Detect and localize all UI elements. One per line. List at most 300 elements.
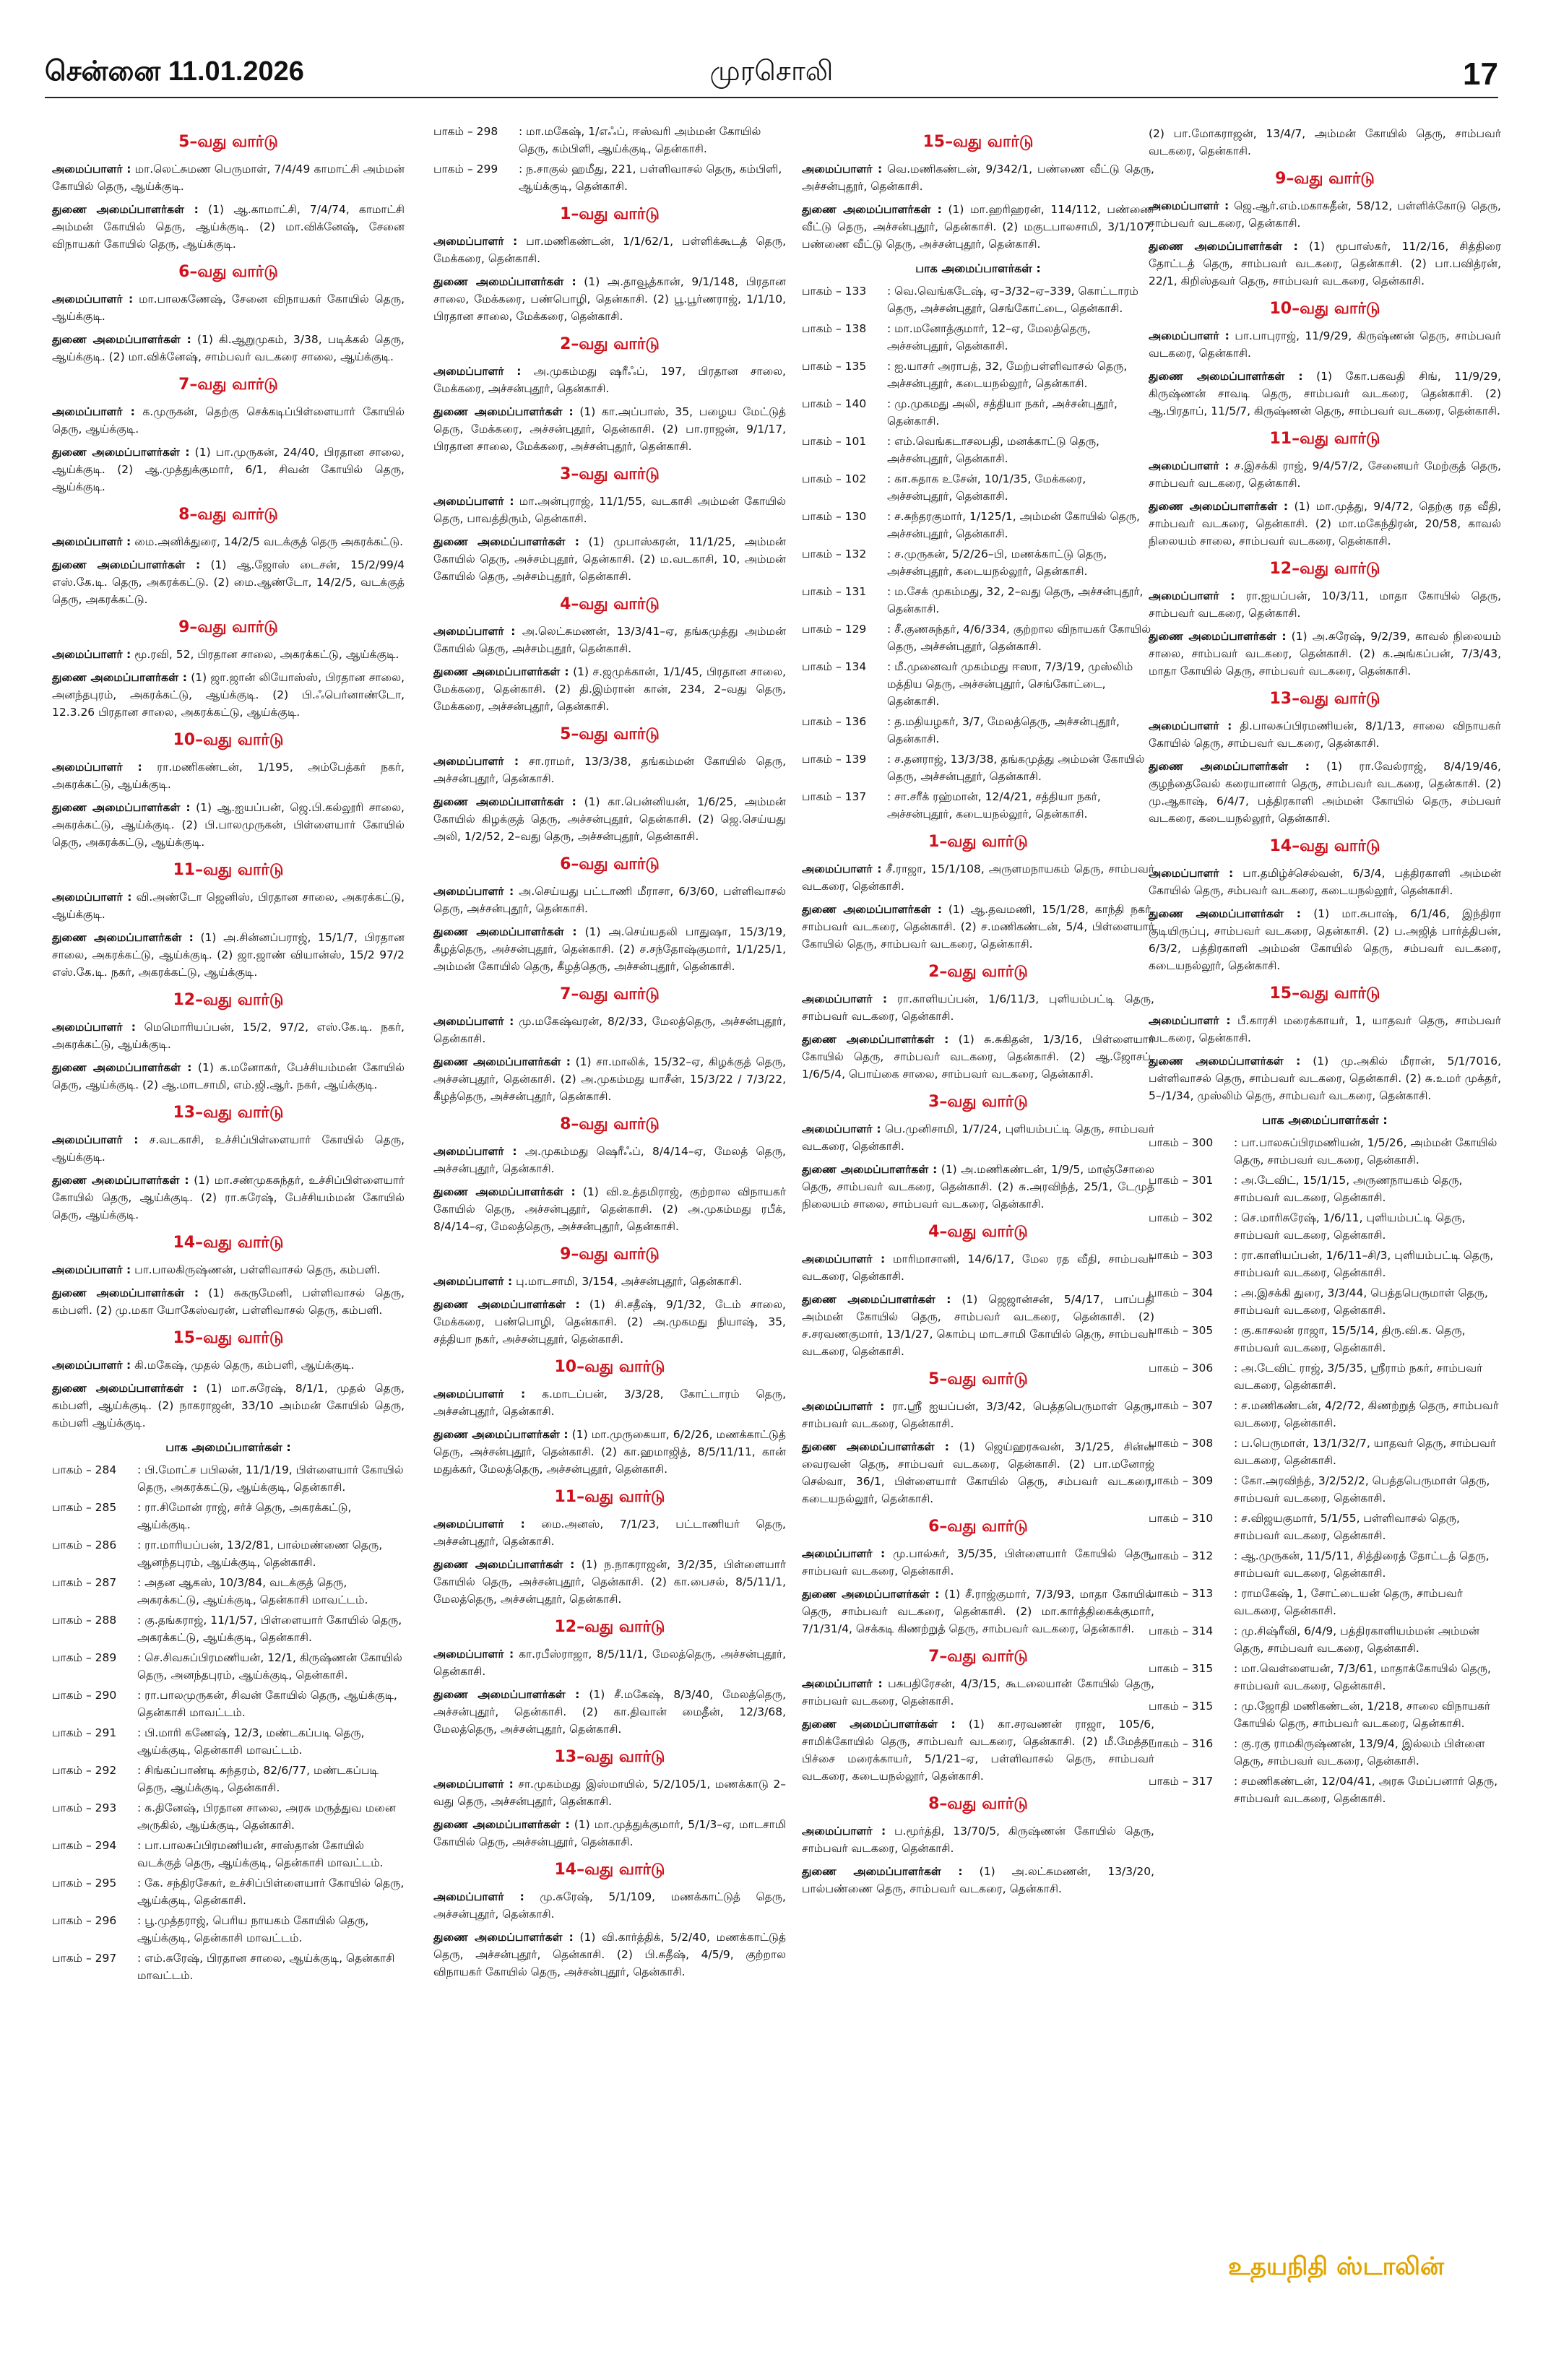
organizer-details: சீ.ராஜா, 15/1/108, அருளமநாயகம் தெரு, சாம்பவர் வடகரை, தென்காசி. — [802, 862, 1154, 893]
booth-details: : செ.மாரிசுரேஷ், 1/6/11, புளியம்பட்டி தெரு, சாம்பவர் வடகரை, தென்காசி. — [1234, 1211, 1466, 1242]
organizer-details: (1) அ.சின்னப்பராஜ், 15/1/7, பிரதான சாலை, அகரக்கட்டு, ஆய்க்குடி. (2) ஜா.ஜாண் வியான்ஸ், 15/2 97/2 எஸ்.கே.டி. நகர், அகரக்கட்டு, ஆய்க்குடி. — [52, 931, 405, 979]
organizer-details: அ.லெட்சுமணன், 13/3/41–ஏ, தங்கமுத்து அம்மன் கோயில் தெரு, அச்சம்புதூர், தென்காசி. — [433, 625, 786, 655]
role-label: அமைப்பாளர் : — [433, 1275, 513, 1288]
booth-number: பாகம் – 139 — [802, 753, 867, 766]
ward-heading: 6–வது வார்டு — [560, 855, 660, 873]
organizer-entry — [52, 533, 405, 550]
booth-entry — [802, 433, 1154, 467]
organizer-entry — [802, 860, 1154, 895]
booth-entry — [802, 713, 1154, 748]
organizer-details: (1) அ.செய்யதலி பாதுஷா, 15/3/19, கீழத்தெரு, அச்சன்புதூர், தென்காசி. (2) ச.சந்தோஷ்குமார், 1/1/25/1, அம்மன் கோயில் தெரு, கீழத்தெரு, அச்சன்புதூர், தென்காசி. — [433, 925, 786, 973]
booth-entry — [52, 1536, 405, 1571]
booth-entry — [433, 123, 786, 157]
booth-entry — [1149, 1134, 1501, 1169]
booth-entry — [1149, 1660, 1501, 1695]
organizer-entry — [52, 403, 405, 438]
booth-entry — [1149, 1547, 1501, 1582]
role-label: அமைப்பாளர் : — [433, 495, 514, 508]
ward-heading: 1–வது வார்டு — [928, 833, 1028, 851]
organizer-details: சா.ராமர், 13/3/38, தங்கம்மன் கோயில் தெரு, அச்சன்புதூர், தென்காசி. — [433, 755, 786, 785]
ward-heading: 9–வது வார்டு — [560, 1245, 660, 1263]
ward-heading: 4–வது வார்டு — [928, 1223, 1028, 1241]
booth-details: : ச.விஜயகுமார், 5/1/55, பள்ளிவாசல் தெரு, சாம்பவர் வடகரை, தென்காசி. — [1234, 1512, 1460, 1542]
ward-heading: 8–வது வார்டு — [178, 506, 278, 524]
booth-entry — [1149, 1209, 1501, 1244]
column-2 — [433, 123, 786, 1986]
role-label: துணை அமைப்பாளர்கள் : — [433, 925, 577, 938]
role-label: அமைப்பாளர் : — [1149, 867, 1234, 880]
organizer-details: (1) மா.சுரேஷ், 8/1/1, முதல் தெரு, கம்பளி, ஆய்க்குடி. (2) நாகராஜன், 33/10 அம்மன் கோயில் தெரு, கம்பளி ஆய்க்குடி. — [52, 1382, 405, 1429]
organizer-details: (1) அ.சுரேஷ், 9/2/39, காவல் நிலையம் சாலை, சாம்பவர் வடகரை, தென்காசி. (2) க.அங்கப்பன், 7/3/43, மாதா கோயில் தெரு, சாம்பவர் வடகரை, தென்காசி. — [1149, 630, 1501, 678]
booth-entry — [52, 1687, 405, 1721]
organizer-entry — [802, 1863, 1154, 1897]
booth-number: பாகம் – 306 — [1149, 1362, 1214, 1375]
organizer-details: க.முருகன், தெற்கு செக்கடிப்பிள்ளையார் கோயில் தெரு, ஆய்க்குடி. — [52, 405, 405, 436]
role-label: அமைப்பாளர் : — [52, 1021, 136, 1034]
booth-entry — [1149, 1397, 1501, 1432]
organizer-details: (1) ஜெய்ஹரசுவன், 3/1/25, சின்ன வைரவன் தெரு, சாம்பவர் வடகரை, தென்காசி. (2) பா.மனோஜ் செல்வா, 36/1, பிள்ளையார் கோயில் தெரு, சம்பவர் வடகரை, கடையநல்லூர், தென்காசி. — [802, 1440, 1154, 1505]
header-rule — [45, 97, 1498, 98]
organizer-details: அ.செய்யது பட்டாணி மீராசா, 6/3/60, பள்ளிவாசல் தெரு, அச்சன்புதூர், தென்காசி. — [433, 885, 786, 915]
booth-entry — [52, 1499, 405, 1533]
booth-number: பாகம் – 134 — [802, 660, 867, 673]
booth-details: : ஆ.முருகன், 11/5/11, சித்திரைத் தோட்டத் தெரு, சாம்பவர் வடகரை, தென்காசி. — [1234, 1549, 1490, 1580]
role-label: அமைப்பாளர் : — [433, 1015, 514, 1028]
organizer-details: (1) ஆ.ஜோஸ் டைசன், 15/2/99/4 எஸ்.கே.டி. தெரு, அகரக்கட்டு. (2) மை.ஆண்டோ, 14/2/5, வடக்குத் தெரு, அகரக்கட்டு. — [52, 558, 405, 606]
role-label: துணை அமைப்பாளர்கள் : — [52, 801, 191, 814]
role-label: துணை அமைப்பாளர்கள் : — [433, 1931, 574, 1944]
booth-entry — [802, 320, 1154, 355]
booth-entry — [52, 1874, 405, 1909]
organizer-details: வெ.மணிகண்டன், 9/342/1, பண்ணை வீட்டு தெரு, அச்சன்புதூர், தென்காசி. — [802, 163, 1154, 193]
organizer-details: (1) ரா.வேல்ராஜ், 8/4/19/46, குழந்தைவேல் கரையானார் தெரு, சாம்பவர் வடகரை, தென்காசி. (2) மு.ஆகாஷ், 6/4/7, பத்திரகாளி அம்மன் கோயில் தெரு, சம்பவர் வடகரை, கடையநல்லூர், தென்காசி. — [1149, 760, 1501, 825]
booth-entry — [802, 620, 1154, 655]
booth-details: : மு.சிஷ்ரீவி, 6/4/9, பத்திரகாளியம்மன் அம்மன் தெரு, சாம்பவர் வடகரை, தென்காசி. — [1234, 1624, 1480, 1655]
organizer-details: (1) கோ.பகவதி சிங், 11/9/29, கிருஷ்ணன் சாவடி தெரு, சாம்பவர் வடகரை, தென்காசி. (2) ஆ.பிரதாப், 11/5/7, கிருஷ்ணன் தெரு, சாம்பவர் வடகரை, தென்காசி. — [1149, 370, 1501, 417]
booth-details: : ரா.பாலமுருகன், சிவன் கோயில் தெரு, ஆய்க்குடி, தென்காசி மாவட்டம். — [137, 1689, 397, 1719]
role-label: துணை அமைப்பாளர்கள் : — [52, 1382, 198, 1395]
booth-number: பாகம் – 314 — [1149, 1624, 1214, 1637]
booth-details: : மா.வெள்ளையன், 7/3/61, மாதாக்கோயில் தெரு, சாம்பவர் வடகரை, தென்காசி. — [1234, 1662, 1491, 1692]
organizer-details: (1) ஆ.தவமணி, 15/1/28, காந்தி நகர், சாம்பவர் வடகரை, தென்காசி. (2) ச.மணிகண்டன், 5/4, பிள்ளையார் கோயில் தெரு, சாம்பவர் வடகரை, தென்காசி. — [802, 903, 1155, 951]
organizer-entry — [433, 403, 786, 455]
booth-entry — [52, 1762, 405, 1796]
organizer-entry — [52, 758, 405, 793]
organizer-entry — [52, 290, 405, 325]
booth-entry — [1149, 1322, 1501, 1356]
booth-details: : கோ.அரவிந்த், 3/2/52/2, பெத்தபெருமாள் தெரு, சாம்பவர் வடகரை, தென்காசி. — [1234, 1474, 1490, 1505]
role-label: துணை அமைப்பாளர்கள் : — [433, 1185, 576, 1198]
booth-details: : கு.தங்கராஜ், 11/1/57, பிள்ளையார் கோயில் தெரு, அகரக்கட்டு, ஆய்க்குடி, தென்காசி. — [137, 1614, 402, 1644]
organizer-entry — [1149, 717, 1501, 752]
organizer-entry — [433, 1816, 786, 1851]
organizer-details: (1) மா.முத்துக்குமார், 5/1/3–ஏ, மாடசாமி கோயில் தெரு, அச்சன்புதூர், தென்காசி. — [433, 1818, 787, 1848]
role-label: துணை அமைப்பாளர்கள் : — [52, 446, 190, 459]
organizer-entry — [52, 888, 405, 923]
booth-organizers-title: பாக அமைப்பாளர்கள் : — [165, 1440, 291, 1454]
organizer-details: ரா.ஐயப்பன், 10/3/11, மாதா கோயில் தெரு, சாம்பவர் வடகரை, தென்காசி. — [1149, 589, 1501, 620]
organizer-details: பெ.முனிசாமி, 1/7/24, புளியம்பட்டி தெரு, சாம்பவர் வடகரை, தென்காசி. — [802, 1122, 1154, 1153]
role-label: அமைப்பாளர் : — [52, 293, 134, 306]
organizer-entry — [433, 1686, 786, 1738]
organizer-entry — [52, 1131, 405, 1166]
booth-entry — [1149, 1622, 1501, 1657]
booth-details: : பா.பாலசுப்பிரமணியன், சாஸ்தான் கோயில் வடக்குத் தெரு, ஆய்க்குடி, தென்காசி மாவட்டம். — [137, 1839, 384, 1869]
ward-heading: 4–வது வார்டு — [560, 595, 660, 613]
organizer-details: (1) வி.கார்த்திக், 5/2/40, மணக்காட்டுத் தெரு, அச்சன்புதூர், தென்காசி. (2) பி.சுதீஷ், 4/5/9, குற்றால விநாயகர் கோயில் தெரு, அச்சன்புதூர், தென்காசி. — [433, 1931, 786, 1978]
organizer-entry — [52, 201, 405, 253]
role-label: துணை அமைப்பாளர்கள் : — [433, 405, 574, 418]
role-label: அமைப்பாளர் : — [52, 891, 132, 904]
ward-heading: 12–வது வார்டு — [173, 991, 284, 1009]
organizer-details: மை.அனிக்துரை, 14/2/5 வடக்குத் தெரு அகரக்கட்டு. — [134, 535, 404, 548]
role-label: அமைப்பாளர் : — [433, 1145, 517, 1158]
organizer-entry — [433, 1013, 786, 1047]
ward-heading: 6–வது வார்டு — [928, 1518, 1028, 1536]
role-label: துணை அமைப்பாளர்கள் : — [802, 1293, 951, 1306]
organizer-details: (1) கா.அப்பாஸ், 35, பழைய மேட்டுத் தெரு, மேக்கரை, அச்சன்புதூர், தென்காசி. (2) பா.ராஜன், 9/1/17, பிரதான சாலை, மேக்கரை, அச்சன்புதூர், தென்காசி. — [433, 405, 787, 453]
column-3 — [802, 123, 1154, 1903]
organizer-details: கா.ரபீஸ்ராஜா, 8/5/11/1, மேலத்தெரு, அச்சன்புதூர், தென்காசி. — [433, 1648, 786, 1678]
organizer-details: (1) மா.சண்முகசுந்தர், உச்சிப்பிள்ளையார் கோயில் தெரு, ஆய்க்குடி. (2) ரா.சுரேஷ், பேச்சியம்மன் கோயில் தெரு, ஆய்க்குடி. — [52, 1174, 405, 1221]
booth-number: பாகம் – 294 — [52, 1839, 117, 1852]
role-label: துணை அமைப்பாளர்கள் : — [52, 1061, 192, 1074]
booth-entry — [1149, 1172, 1501, 1206]
booth-details: : எம்.சுரேஷ், பிரதான சாலை, ஆய்க்குடி, தென்காசி மாவட்டம். — [137, 1952, 395, 1982]
booth-number: பாகம் – 301 — [1149, 1174, 1214, 1187]
organizer-entry — [52, 1172, 405, 1224]
organizer-details: (1) வி.உத்தமிராஜ், குற்றால விநாயகர் கோயில் தெரு, அச்சன்புதூர், தென்காசி. (2) அ.முகம்மது ரபீக், 8/4/14–ஏ, மேலத்தெரு, அச்சன்புதூர், தென்காசி. — [433, 1185, 786, 1233]
ward-heading: 14–வது வார்டு — [173, 1234, 284, 1252]
organizer-details: பா.தமிழ்ச்செல்வன், 6/3/4, பத்திரகாளி அம்மன் கோயில் தெரு, சம்பவர் வடகரை, கடையநல்லூர், தென்காசி. — [1149, 867, 1501, 897]
booth-number: பாகம் – 309 — [1149, 1474, 1214, 1487]
organizer-details: (1) ஆ.ஐயப்பன், ஜெ.பி.கல்லூரி சாலை, அகரக்கட்டு, ஆய்க்குடி. (2) பி.பாலமுருகன், பிள்ளையார் கோயில் தெரு, அகரக்கட்டு, ஆய்க்குடி. — [52, 801, 405, 849]
organizer-entry — [1149, 905, 1501, 974]
booth-details: : த.மதியழகர், 3/7, மேலத்தெரு, அச்சன்புதூர், தென்காசி. — [887, 715, 1120, 745]
ward-heading: 6–வது வார்டு — [178, 263, 278, 281]
role-label: துணை அமைப்பாளர்கள் : — [802, 1440, 949, 1453]
organizer-entry — [802, 201, 1154, 253]
booth-details: : ச.தனராஜ், 13/3/38, தங்கமுத்து அம்மன் கோயில் தெரு, அச்சன்புதூர், தென்காசி. — [887, 753, 1145, 783]
booth-number: பாகம் – 295 — [52, 1877, 117, 1890]
role-label: துணை அமைப்பாளர்கள் : — [433, 1818, 570, 1831]
ward-heading: 11–வது வார்டு — [1269, 430, 1380, 448]
organizer-entry — [433, 1929, 786, 1981]
role-label: துணை அமைப்பாளர்கள் : — [52, 558, 201, 571]
role-label: துணை அமைப்பாளர்கள் : — [1149, 630, 1287, 643]
organizer-entry — [802, 1438, 1154, 1507]
booth-details: : பா.பாலசுப்பிரமணியன், 1/5/26, அம்மன் கோயில் தெரு, சாம்பவர் வடகரை, தென்காசி. — [1234, 1136, 1497, 1167]
organizer-details: மா.லெட்சுமண பெருமாள், 7/4/49 காமாட்சி அம்மன் கோயில் தெரு, ஆய்க்குடி. — [52, 163, 405, 193]
ward-heading: 9–வது வார்டு — [178, 618, 278, 636]
continued-entry: (2) பா.மோகராஜன், 13/4/7, அம்மன் கோயில் தெரு, சாம்பவர் வடகரை, தென்காசி. — [1149, 127, 1501, 157]
organizer-details: (1) சீ.ராஜ்குமார், 7/3/93, மாதா கோயில் தெரு, சாம்பவர் வடகரை, தென்காசி. (2) மா.கார்த்திகைக்குமார், 7/1/31/4, செக்கடி கிணற்றுத் தெரு, சாம்பவர் வடகரை, தென்காசி. — [802, 1588, 1154, 1635]
role-label: அமைப்பாளர் : — [433, 1388, 526, 1401]
booth-entry — [802, 658, 1154, 710]
organizer-details: (1) கா.சரவணன் ராஜா, 105/6, சாமிக்கோயில் தெரு, சாம்பவர் வடகரை, தென்காசி. (2) மீ.மேத்தா பிச்சை மரைக்காயர், 5/1/21–ஏ, பள்ளிவாசல் தெரு, சாம்பவர் வடகரை, கடையநல்லூர், தென்காசி. — [802, 1718, 1154, 1783]
ward-heading: 14–வது வார்டு — [1269, 837, 1380, 855]
booth-number: பாகம் – 284 — [52, 1463, 117, 1476]
organizer-details: (1) சா.மாலிக், 15/32–ஏ, கிழக்குத் தெரு, அச்சன்புதூர், தென்காசி. (2) அ.முகம்மது யாசீன், 15/3/22 / 7/3/22, கீழத்தெரு, அச்சன்புதூர், தென்காசி. — [433, 1055, 786, 1103]
ward-heading: 7–வது வார்டு — [928, 1648, 1028, 1666]
booth-number: பாகம் – 140 — [802, 397, 867, 410]
booth-entry — [52, 1461, 405, 1496]
organizer-entry — [433, 1183, 786, 1235]
role-label: துணை அமைப்பாளர்கள் : — [802, 1163, 938, 1176]
organizer-details: தி.பாலசுப்பிரமணியன், 8/1/13, சாலை விநாயகர் கோயில் தெரு, சாம்பவர் வடகரை, தென்காசி. — [1149, 719, 1501, 750]
organizer-entry — [52, 646, 405, 663]
page-number: 17 — [1463, 56, 1498, 92]
organizer-details: பா.பாலகிருஷ்ணன், பள்ளிவாசல் தெரு, கம்பளி. — [134, 1263, 381, 1276]
organizer-details: சா.முகம்மது இஸ்மாயில், 5/2/105/1, மணக்காடு 2–வது தெரு, அச்சன்புதூர், தென்காசி. — [433, 1778, 786, 1808]
booth-entry — [52, 1574, 405, 1609]
organizer-details: மு.மகேஷ்வரன், 8/2/33, மேலத்தெரு, அச்சன்புதூர், தென்காசி. — [433, 1015, 786, 1045]
organizer-entry — [433, 1515, 786, 1550]
booth-number: பாகம் – 289 — [52, 1651, 117, 1664]
organizer-entry — [433, 533, 786, 585]
role-label: அமைப்பாளர் : — [52, 1263, 131, 1276]
ward-heading: 15–வது வார்டு — [922, 133, 1034, 151]
organizer-details: (1) அ.லட்சுமணன், 13/3/20, பால்பண்ணை தெரு, சாம்பவர் வடகரை, தென்காசி. — [802, 1865, 1155, 1895]
booth-entry — [1149, 1697, 1501, 1732]
booth-details: : க.தினேஷ், பிரதான சாலை, அரசு மருத்துவ மனை அருகில், ஆய்க்குடி, தென்காசி. — [137, 1801, 396, 1832]
booth-organizers-title: பாக அமைப்பாளர்கள் : — [915, 261, 1041, 275]
booth-entry — [1149, 1247, 1501, 1281]
organizer-entry — [433, 663, 786, 715]
organizer-details: (1) மா.ஹரிஹரன், 114/112, பண்ணை வீட்டு தெரு, அச்சன்புதூர், தென்காசி. (2) மகுடபாலசாமி, 3/1/107, பண்ணை வீட்டு தெரு, அச்சன்புதூர், தென்காசி. — [802, 203, 1154, 251]
ward-heading: 5–வது வார்டு — [928, 1370, 1028, 1388]
booth-entry — [802, 583, 1154, 618]
role-label: துணை அமைப்பாளர்கள் : — [433, 1428, 569, 1441]
booth-details: : ரா.காளியப்பன், 1/6/11–சி/3, புளியம்பட்டி தெரு, சாம்பவர் வடகரை, தென்காசி. — [1234, 1249, 1494, 1279]
organizer-entry — [802, 1675, 1154, 1710]
booth-number: பாகம் – 286 — [52, 1539, 117, 1552]
booth-number: பாகம் – 292 — [52, 1764, 117, 1777]
paper-name: முரசொலி — [709, 56, 834, 87]
organizer-entry — [1149, 238, 1501, 290]
booth-number: பாகம் – 290 — [52, 1689, 117, 1702]
booth-entry — [52, 1950, 405, 1984]
booth-entry — [802, 358, 1154, 392]
booth-details: : அ.டேவிட் ராஜ், 3/5/35, ஸ்ரீராம் நகர், சாம்பவர் வடகரை, தென்காசி. — [1234, 1362, 1483, 1392]
role-label: அமைப்பாளர் : — [433, 755, 519, 768]
organizer-details: (1) சுகருமேனி, பள்ளிவாசல் தெரு, கம்பளி. (2) மு.மகா யோகேஸ்வரன், பள்ளிவாசல் தெரு, கம்பளி. — [52, 1286, 405, 1317]
masthead — [45, 56, 1498, 94]
booth-details: : கா.சுதாக உசேன், 10/1/35, மேக்கரை, அச்சன்புதூர், தென்காசி. — [887, 472, 1086, 503]
role-label: அமைப்பாளர் : — [52, 163, 131, 176]
organizer-details: மாரிமாசானி, 14/6/17, மேல ரத வீதி, சாம்பவர் வடகரை, தென்காசி. — [802, 1252, 1154, 1283]
organizer-entry — [1149, 628, 1501, 680]
booth-number: பாகம் – 315 — [1149, 1700, 1214, 1713]
role-label: அமைப்பாளர் : — [52, 1133, 139, 1146]
booth-details: : கு.காசலன் ராஜா, 15/5/14, திரு.வி.க. தெரு, சாம்பவர் வடகரை, தென்காசி. — [1234, 1324, 1466, 1354]
booth-details: : வெ.வெங்கடேஷ், ஏ–3/32–ஏ–339, கொட்டாரம் தெரு, அச்சன்புதூர், செங்கோட்டை, தென்காசி. — [887, 285, 1138, 315]
booth-number: பாகம் – 287 — [52, 1576, 117, 1589]
organizer-entry — [433, 1775, 786, 1810]
organizer-entry — [802, 1715, 1154, 1785]
booth-details: : ச.சுந்தரகுமார், 1/125/1, அம்மன் கோயில் தெரு, அச்சன்புதூர், தென்காசி. — [887, 510, 1140, 540]
booth-number: பாகம் – 303 — [1149, 1249, 1214, 1262]
booth-details: : சா.சரீக் ரஹ்மான், 12/4/21, சத்தியா நகர், அச்சன்புதூர், கடையநல்லூர், தென்காசி. — [887, 790, 1101, 821]
booth-number: பாகம் – 310 — [1149, 1512, 1214, 1525]
organizer-entry — [802, 1585, 1154, 1637]
organizer-entry — [1149, 587, 1501, 622]
organizer-entry — [433, 1273, 786, 1290]
booth-entry — [52, 1799, 405, 1834]
booth-entry — [1149, 1359, 1501, 1394]
organizer-details: பு.மாடசாமி, 3/154, அச்சன்புதூர், தென்காசி. — [516, 1275, 743, 1288]
organizer-details: (1) சி.சதீஷ், 9/1/32, டேம் சாலை, மேக்கரை, பண்பொழி, தென்காசி. (2) அ.முகமது நியாஷ், 35, சத்தியா நகர், அச்சன்புதூர், தென்காசி. — [433, 1298, 786, 1346]
organizer-details: வி.அண்டோ ஜெனிஸ், பிரதான சாலை, அகரக்கட்டு, ஆய்க்குடி. — [52, 891, 405, 921]
booth-entry — [52, 1912, 405, 1947]
ward-heading: 3–வது வார்டு — [560, 465, 660, 483]
ward-heading: 15–வது வார்டு — [1269, 985, 1380, 1003]
ward-heading: 12–வது வார்டு — [1269, 560, 1380, 578]
organizer-details: (1) பா.முருகன், 24/40, பிரதான சாலை, ஆய்க்குடி. (2) ஆ.முத்துக்குமார், 6/1, சிவன் கோயில் தெரு, ஆய்க்குடி. — [52, 446, 405, 493]
role-label: அமைப்பாளர் : — [1149, 199, 1229, 212]
booth-entry — [802, 750, 1154, 785]
ward-heading: 10–வது வார்டு — [1269, 300, 1380, 318]
organizer-details: ஜெ.ஆர்.எம்.மகாசுதீன், 58/12, பள்ளிக்கோடு தெரு, சாம்பவர் வடகரை, தென்காசி. — [1149, 199, 1501, 230]
organizer-entry — [433, 1053, 786, 1105]
organizer-entry — [52, 556, 405, 608]
role-label: துணை அமைப்பாளர்கள் : — [1149, 500, 1289, 513]
organizer-details: மெமொரியப்பன், 15/2, 97/2, எஸ்.கே.டி. நகர், அகரக்கட்டு, ஆய்க்குடி. — [52, 1021, 405, 1051]
booth-details: : ந.சாகுல் ஹமீது, 221, பள்ளிவாசல் தெரு, கம்பிளி, ஆய்க்குடி, தென்காசி. — [519, 163, 782, 193]
organizer-entry — [433, 363, 786, 397]
ward-heading: 12–வது வார்டு — [554, 1618, 665, 1636]
booth-number: பாகம் – 129 — [802, 623, 867, 636]
organizer-entry — [52, 929, 405, 981]
organizer-details: (1) சீ.மகேஷ், 8/3/40, மேலத்தெரு, அச்சன்புதூர், தென்காசி. (2) கா.திவான் மைதீன், 12/3/68, மேலத்தெரு, அச்சன்புதூர், தென்காசி. — [433, 1688, 786, 1736]
booth-organizers-title: பாக அமைப்பாளர்கள் : — [1262, 1113, 1388, 1127]
ward-heading: 14–வது வார்டு — [554, 1861, 665, 1879]
organizer-details: ரா.காளியப்பன், 1/6/11/3, புளியம்பட்டி தெரு, சாம்பவர் வடகரை, தென்காசி. — [802, 992, 1154, 1023]
role-label: அமைப்பாளர் : — [802, 1400, 885, 1413]
organizer-entry — [802, 1031, 1154, 1083]
ward-heading: 7–வது வார்டு — [178, 376, 278, 394]
role-label: அமைப்பாளர் : — [433, 235, 518, 248]
booth-details: : ரா.மாரியப்பன், 13/2/81, பால்மண்ணை தெரு, ஆனந்தபுரம், ஆய்க்குடி, தென்காசி. — [137, 1539, 383, 1569]
organizer-details: பா.மணிகண்டன், 1/1/62/1, பள்ளிக்கூடத் தெரு, மேக்கரை, தென்காசி. — [433, 235, 787, 265]
booth-entry — [1149, 1435, 1501, 1469]
ward-heading: 11–வது வார்டு — [173, 861, 284, 879]
booth-entry — [1149, 1773, 1501, 1807]
booth-entry — [433, 160, 786, 195]
organizer-details: (1) ச.ஜமுக்கான், 1/1/45, பிரதான சாலை, மேக்கரை, தென்காசி. (2) தி.இம்ரான் கான், 234, 2–வது தெரு, மேக்கரை, அச்சன்புதூர், தென்காசி. — [433, 665, 786, 713]
role-label: அமைப்பாளர் : — [433, 1518, 525, 1531]
ward-heading: 3–வது வார்டு — [928, 1093, 1028, 1111]
booth-details: : ரா.சிமோன் ராஜ், சர்ச் தெரு, அகரக்கட்டு, ஆய்க்குடி. — [137, 1501, 352, 1531]
ward-heading: 13–வது வார்டு — [554, 1748, 665, 1766]
organizer-details: (1) க.மனோகர், பேச்சியம்மன் கோயில் தெரு, ஆய்க்குடி. (2) ஆ.மாடசாமி, எம்.ஜி.ஆர். நகர், ஆய்க்குடி. — [52, 1061, 405, 1091]
organizer-entry — [433, 1143, 786, 1177]
booth-details: : ஐ.யாசர் அராபத், 32, மேற்பள்ளிவாசல் தெரு, அச்சன்புதூர், கடையநல்லூர், தென்காசி. — [887, 360, 1128, 390]
ward-heading: 9–வது வார்டு — [1275, 170, 1375, 188]
organizer-entry — [52, 1018, 405, 1053]
signature: உதயநிதி ஸ்டாலின் — [1228, 2252, 1444, 2281]
organizer-details: மா.அன்புராஜ், 11/1/55, வடகாசி அம்மன் கோயில் தெரு, பாவத்திரும், தென்காசி. — [433, 495, 786, 525]
organizer-details: (1) மா.முத்து, 9/4/72, தெற்கு ரத வீதி, சாம்பவர் வடகரை, தென்காசி. (2) மா.மகேந்திரன், 20/58, காவல் நிலையம் சாலை, சாம்பவர் வடகரை, தென்காசி. — [1149, 500, 1501, 548]
role-label: துணை அமைப்பாளர்கள் : — [433, 1558, 575, 1571]
booth-number: பாகம் – 136 — [802, 715, 867, 728]
booth-entry — [1149, 1585, 1501, 1619]
organizer-entry — [802, 1822, 1154, 1857]
booth-number: பாகம் – 316 — [1149, 1737, 1214, 1750]
role-label: துணை அமைப்பாளர்கள் : — [433, 1055, 571, 1068]
organizer-details: மூ.ரவி, 52, பிரதான சாலை, அகரக்கட்டு, ஆய்க்குடி. — [134, 648, 399, 661]
booth-details: : சமணிகண்டன், 12/04/41, அரசு மேப்பனார் தெரு, சாம்பவர் வடகரை, தென்காசி. — [1234, 1775, 1498, 1805]
role-label: அமைப்பாளர் : — [802, 163, 883, 176]
booth-number: பாகம் – 130 — [802, 510, 867, 523]
booth-entry — [802, 470, 1154, 505]
booth-entry — [52, 1611, 405, 1646]
booth-entry — [802, 395, 1154, 430]
organizer-entry — [433, 233, 786, 267]
organizer-entry — [802, 1120, 1154, 1155]
booth-entry — [1149, 1284, 1501, 1319]
booth-number: பாகம் – 297 — [52, 1952, 117, 1965]
booth-details: : செ.சிவசுப்பிரமணியன், 12/1, கிருஷ்ணன் கோயில் தெரு, அனந்தபுரம், ஆய்க்குடி, தென்காசி. — [137, 1651, 402, 1682]
organizer-entry — [433, 923, 786, 975]
booth-number: பாகம் – 135 — [802, 360, 867, 373]
ward-heading: 2–வது வார்டு — [928, 963, 1028, 981]
organizer-entry — [52, 1356, 405, 1374]
booth-details: : மு.முகமது அலி, சத்தியா நகர், அச்சன்புதூர், தென்காசி. — [887, 397, 1118, 428]
ward-heading: 13–வது வார்டு — [1269, 690, 1380, 708]
organizer-entry — [1149, 758, 1501, 827]
organizer-entry — [433, 1645, 786, 1680]
ward-heading: 8–வது வார்டு — [928, 1795, 1028, 1813]
role-label: அமைப்பாளர் : — [802, 1825, 886, 1838]
role-label: துணை அமைப்பாளர்கள் : — [52, 203, 199, 216]
booth-details: : மா.மனோத்குமார், 12–ஏ, மேலத்தெரு, அச்சன்புதூர், தென்காசி. — [887, 322, 1091, 352]
booth-details: : கு.ரகு ராமகிருஷ்ணன், 13/9/4, இல்லம் பிள்ளை தெரு, சாம்பவர் வடகரை, தென்காசி. — [1234, 1737, 1485, 1767]
role-label: துணை அமைப்பாளர்கள் : — [52, 671, 187, 684]
role-label: துணை அமைப்பாளர்கள் : — [52, 1174, 189, 1187]
booth-details: : ப.பெருமாள், 13/1/32/7, யாதவர் தெரு, சாம்பவர் வடகரை, தென்காசி. — [1234, 1437, 1497, 1467]
organizer-entry — [1149, 1012, 1501, 1047]
organizer-entry — [802, 1250, 1154, 1285]
organizer-entry — [802, 901, 1154, 953]
role-label: அமைப்பாளர் : — [1149, 1014, 1231, 1027]
organizer-entry — [52, 1380, 405, 1432]
role-label: துணை அமைப்பாளர்கள் : — [433, 1298, 580, 1311]
booth-number: பாகம் – 138 — [802, 322, 867, 335]
organizer-details: கி.மகேஷ், முதல் தெரு, கம்பளி, ஆய்க்குடி. — [134, 1359, 355, 1372]
role-label: துணை அமைப்பாளர்கள் : — [1149, 240, 1298, 253]
booth-number: பாகம் – 308 — [1149, 1437, 1214, 1450]
booth-number: பாகம் – 317 — [1149, 1775, 1214, 1788]
role-label: துணை அமைப்பாளர்கள் : — [802, 1718, 956, 1731]
organizer-entry — [433, 1426, 786, 1478]
booth-number: பாகம் – 312 — [1149, 1549, 1214, 1562]
organizer-details: (1) அ.தாவூத்கான், 9/1/148, பிரதான சாலை, மேக்கரை, பண்பொழி, தென்காசி. (2) பூ.பூர்ணராஜ், 1/1/10, பிரதான சாலை, மேக்கரை, தென்காசி. — [433, 275, 786, 323]
organizer-entry — [1149, 1052, 1501, 1104]
organizer-details: மா.பாலகணேஷ், சேனை விநாயகர் கோயில் தெரு, ஆய்க்குடி. — [52, 293, 405, 323]
organizer-details: (1) ஆ.காமாட்சி, 7/4/74, காமாட்சி அம்மன் கோயில் தெரு, ஆய்க்குடி. (2) மா.விக்னேஷ், சேனை விநாயகர் கோயில் தெரு, ஆய்க்குடி. — [52, 203, 405, 251]
role-label: துணை அமைப்பாளர்கள் : — [52, 333, 191, 346]
role-label: துணை அமைப்பாளர்கள் : — [433, 795, 576, 808]
booth-entry — [52, 1837, 405, 1871]
booth-entry — [52, 1724, 405, 1759]
organizer-entry — [1149, 457, 1501, 492]
booth-number: பாகம் – 304 — [1149, 1286, 1214, 1299]
booth-details: : அ.இசக்கி துரை, 3/3/44, பெத்தபெருமாள் தெரு, சாம்பவர் வடகரை, தென்காசி. — [1234, 1286, 1488, 1317]
role-label: அமைப்பாளர் : — [433, 1778, 514, 1791]
booth-details: : மா.மகேஷ், 1/எஃப், ஈஸ்வரி அம்மன் கோயில் தெரு, கம்பிளி, ஆய்க்குடி, தென்காசி. — [519, 125, 761, 155]
booth-number: பாகம் – 300 — [1149, 1136, 1214, 1149]
